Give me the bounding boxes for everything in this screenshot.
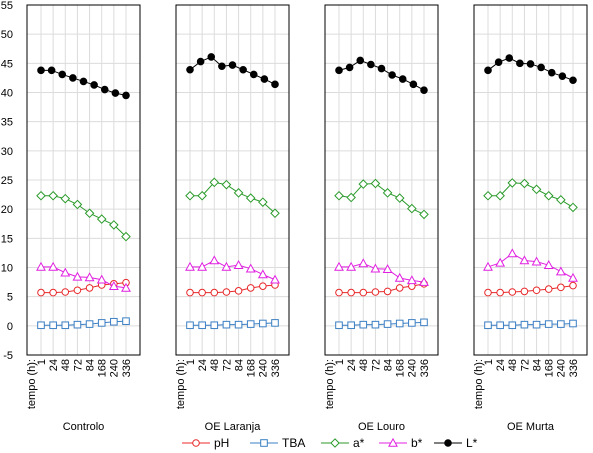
x-tick-label: 24 (196, 359, 209, 372)
x-axis-prefix: tempo (h): (472, 359, 485, 410)
data-point (485, 67, 492, 74)
y-tick-label: 40 (0, 87, 13, 100)
panel-label: Controlo (62, 421, 105, 433)
data-point (570, 320, 577, 327)
x-tick-label: 336 (120, 359, 133, 378)
data-point (421, 319, 428, 326)
x-tick-label: 168 (245, 359, 258, 378)
x-tick-label: 240 (406, 359, 419, 378)
x-tick-label: 72 (221, 359, 234, 372)
data-point (509, 322, 516, 329)
data-point (91, 82, 98, 89)
y-tick-label: 35 (0, 116, 13, 129)
x-tick-label: 168 (96, 359, 109, 378)
x-axis-prefix: tempo (h): (25, 359, 38, 410)
data-point (208, 54, 215, 61)
data-point (235, 288, 242, 295)
data-point (86, 285, 93, 292)
data-point (62, 322, 69, 329)
data-point (497, 289, 504, 296)
data-point (74, 321, 81, 328)
x-tick-label: 1 (482, 359, 495, 366)
data-point (421, 87, 428, 94)
data-point (199, 289, 206, 296)
data-point (62, 289, 69, 296)
data-point (80, 78, 87, 85)
data-point (372, 321, 379, 328)
x-tick-label: 240 (555, 359, 568, 378)
data-point (50, 322, 57, 329)
data-point (50, 289, 57, 296)
y-tick-label: 20 (0, 204, 13, 217)
x-tick-label: 336 (567, 359, 580, 378)
data-point (538, 64, 545, 71)
legend-label: pH (214, 436, 230, 450)
data-point (250, 71, 257, 78)
y-tick-label: 10 (0, 262, 13, 275)
data-point (199, 322, 206, 329)
data-point (101, 86, 108, 93)
data-point (368, 61, 375, 68)
panel-0 (26, 5, 140, 433)
data-point (389, 72, 396, 79)
data-point (396, 320, 403, 327)
y-tick-label: 15 (0, 233, 13, 246)
data-point (336, 67, 343, 74)
legend-marker (193, 440, 200, 447)
data-point (346, 64, 353, 71)
data-point (247, 321, 254, 328)
data-point (123, 318, 130, 325)
data-point (247, 285, 254, 292)
data-point (48, 67, 55, 74)
legend-marker (261, 440, 268, 447)
data-point (570, 282, 577, 289)
panel-1 (175, 5, 289, 433)
y-tick-label: 5 (6, 291, 13, 304)
data-point (517, 60, 524, 67)
data-point (545, 321, 552, 328)
data-point (495, 59, 502, 66)
legend-label: b* (411, 436, 423, 450)
data-point (409, 320, 416, 327)
y-tick-label: 45 (0, 58, 13, 71)
data-point (211, 289, 218, 296)
data-point (86, 321, 93, 328)
x-tick-label: 240 (257, 359, 270, 378)
data-point (506, 55, 513, 62)
data-point (360, 321, 367, 328)
data-point (521, 321, 528, 328)
data-point (187, 322, 194, 329)
data-point (38, 322, 45, 329)
y-tick-label: -5 (3, 350, 13, 362)
x-tick-label: 48 (60, 359, 73, 372)
x-tick-label: 24 (47, 359, 60, 372)
data-point (384, 321, 391, 328)
data-point (360, 289, 367, 296)
x-tick-label: 48 (358, 359, 371, 372)
x-tick-label: 24 (345, 359, 358, 372)
y-tick-label: 25 (0, 175, 13, 187)
data-point (123, 92, 130, 99)
data-point (240, 66, 247, 73)
legend (182, 436, 478, 450)
x-tick-label: 84 (233, 359, 246, 372)
panel-label: OE Laranja (204, 421, 261, 433)
data-point (223, 289, 230, 296)
x-tick-label: 336 (269, 359, 282, 378)
x-axis-prefix: tempo (h): (323, 359, 336, 410)
data-point (98, 320, 105, 327)
panel-label: OE Louro (357, 421, 406, 433)
x-tick-label: 48 (507, 359, 520, 372)
y-tick-label: 30 (0, 145, 13, 158)
data-point (410, 81, 417, 88)
data-point (112, 90, 119, 97)
data-point (533, 287, 540, 294)
data-point (197, 58, 204, 65)
data-point (559, 73, 566, 80)
x-tick-label: 1 (184, 359, 197, 366)
data-point (396, 285, 403, 292)
x-tick-label: 72 (519, 359, 532, 372)
data-point (372, 289, 379, 296)
data-point (260, 283, 267, 290)
x-tick-label: 84 (531, 359, 544, 372)
x-tick-label: 240 (108, 359, 121, 378)
legend-label: a* (353, 436, 365, 450)
data-point (509, 289, 516, 296)
data-point (570, 77, 577, 84)
x-tick-label: 84 (382, 359, 395, 372)
data-point (348, 322, 355, 329)
data-point (38, 67, 45, 74)
data-point (558, 321, 565, 328)
legend-label: TBA (282, 436, 306, 450)
panel-2 (324, 5, 438, 433)
data-point (219, 63, 226, 70)
data-point (59, 71, 66, 78)
data-point (235, 321, 242, 328)
data-point (533, 321, 540, 328)
data-point (111, 318, 118, 325)
data-point (485, 322, 492, 329)
data-point (38, 289, 45, 296)
data-point (187, 289, 194, 296)
data-point (545, 286, 552, 293)
data-point (74, 287, 81, 294)
x-axis-prefix: tempo (h): (174, 359, 187, 410)
panel-label: OE Murta (506, 421, 555, 433)
data-point (399, 76, 406, 83)
data-point (527, 61, 534, 68)
x-tick-label: 72 (370, 359, 383, 372)
data-point (272, 81, 279, 88)
data-point (336, 289, 343, 296)
data-point (348, 289, 355, 296)
x-tick-label: 24 (494, 359, 507, 372)
data-point (558, 284, 565, 291)
data-point (260, 320, 267, 327)
data-point (384, 288, 391, 295)
panel-3 (473, 5, 587, 433)
y-tick-label: 50 (0, 29, 13, 42)
data-point (485, 289, 492, 296)
y-tick-label: 55 (0, 0, 13, 12)
data-point (261, 76, 268, 83)
x-tick-label: 72 (72, 359, 85, 372)
data-point (378, 65, 385, 72)
data-point (336, 322, 343, 329)
legend-marker (445, 440, 452, 447)
data-point (229, 62, 236, 69)
x-tick-label: 168 (394, 359, 407, 378)
y-tick-label: 0 (6, 320, 13, 333)
data-point (187, 66, 194, 73)
data-point (70, 75, 77, 82)
data-point (357, 57, 364, 64)
x-tick-label: 48 (209, 359, 222, 372)
data-point (548, 69, 555, 76)
x-tick-label: 1 (333, 359, 346, 366)
x-tick-label: 168 (543, 359, 556, 378)
x-tick-label: 84 (84, 359, 97, 372)
x-tick-label: 1 (35, 359, 48, 366)
data-point (272, 320, 279, 327)
legend-label: L* (466, 436, 478, 450)
x-tick-label: 336 (418, 359, 431, 378)
data-point (521, 288, 528, 295)
data-point (497, 322, 504, 329)
data-point (223, 321, 230, 328)
legend-marker (331, 439, 339, 447)
data-point (211, 322, 218, 329)
